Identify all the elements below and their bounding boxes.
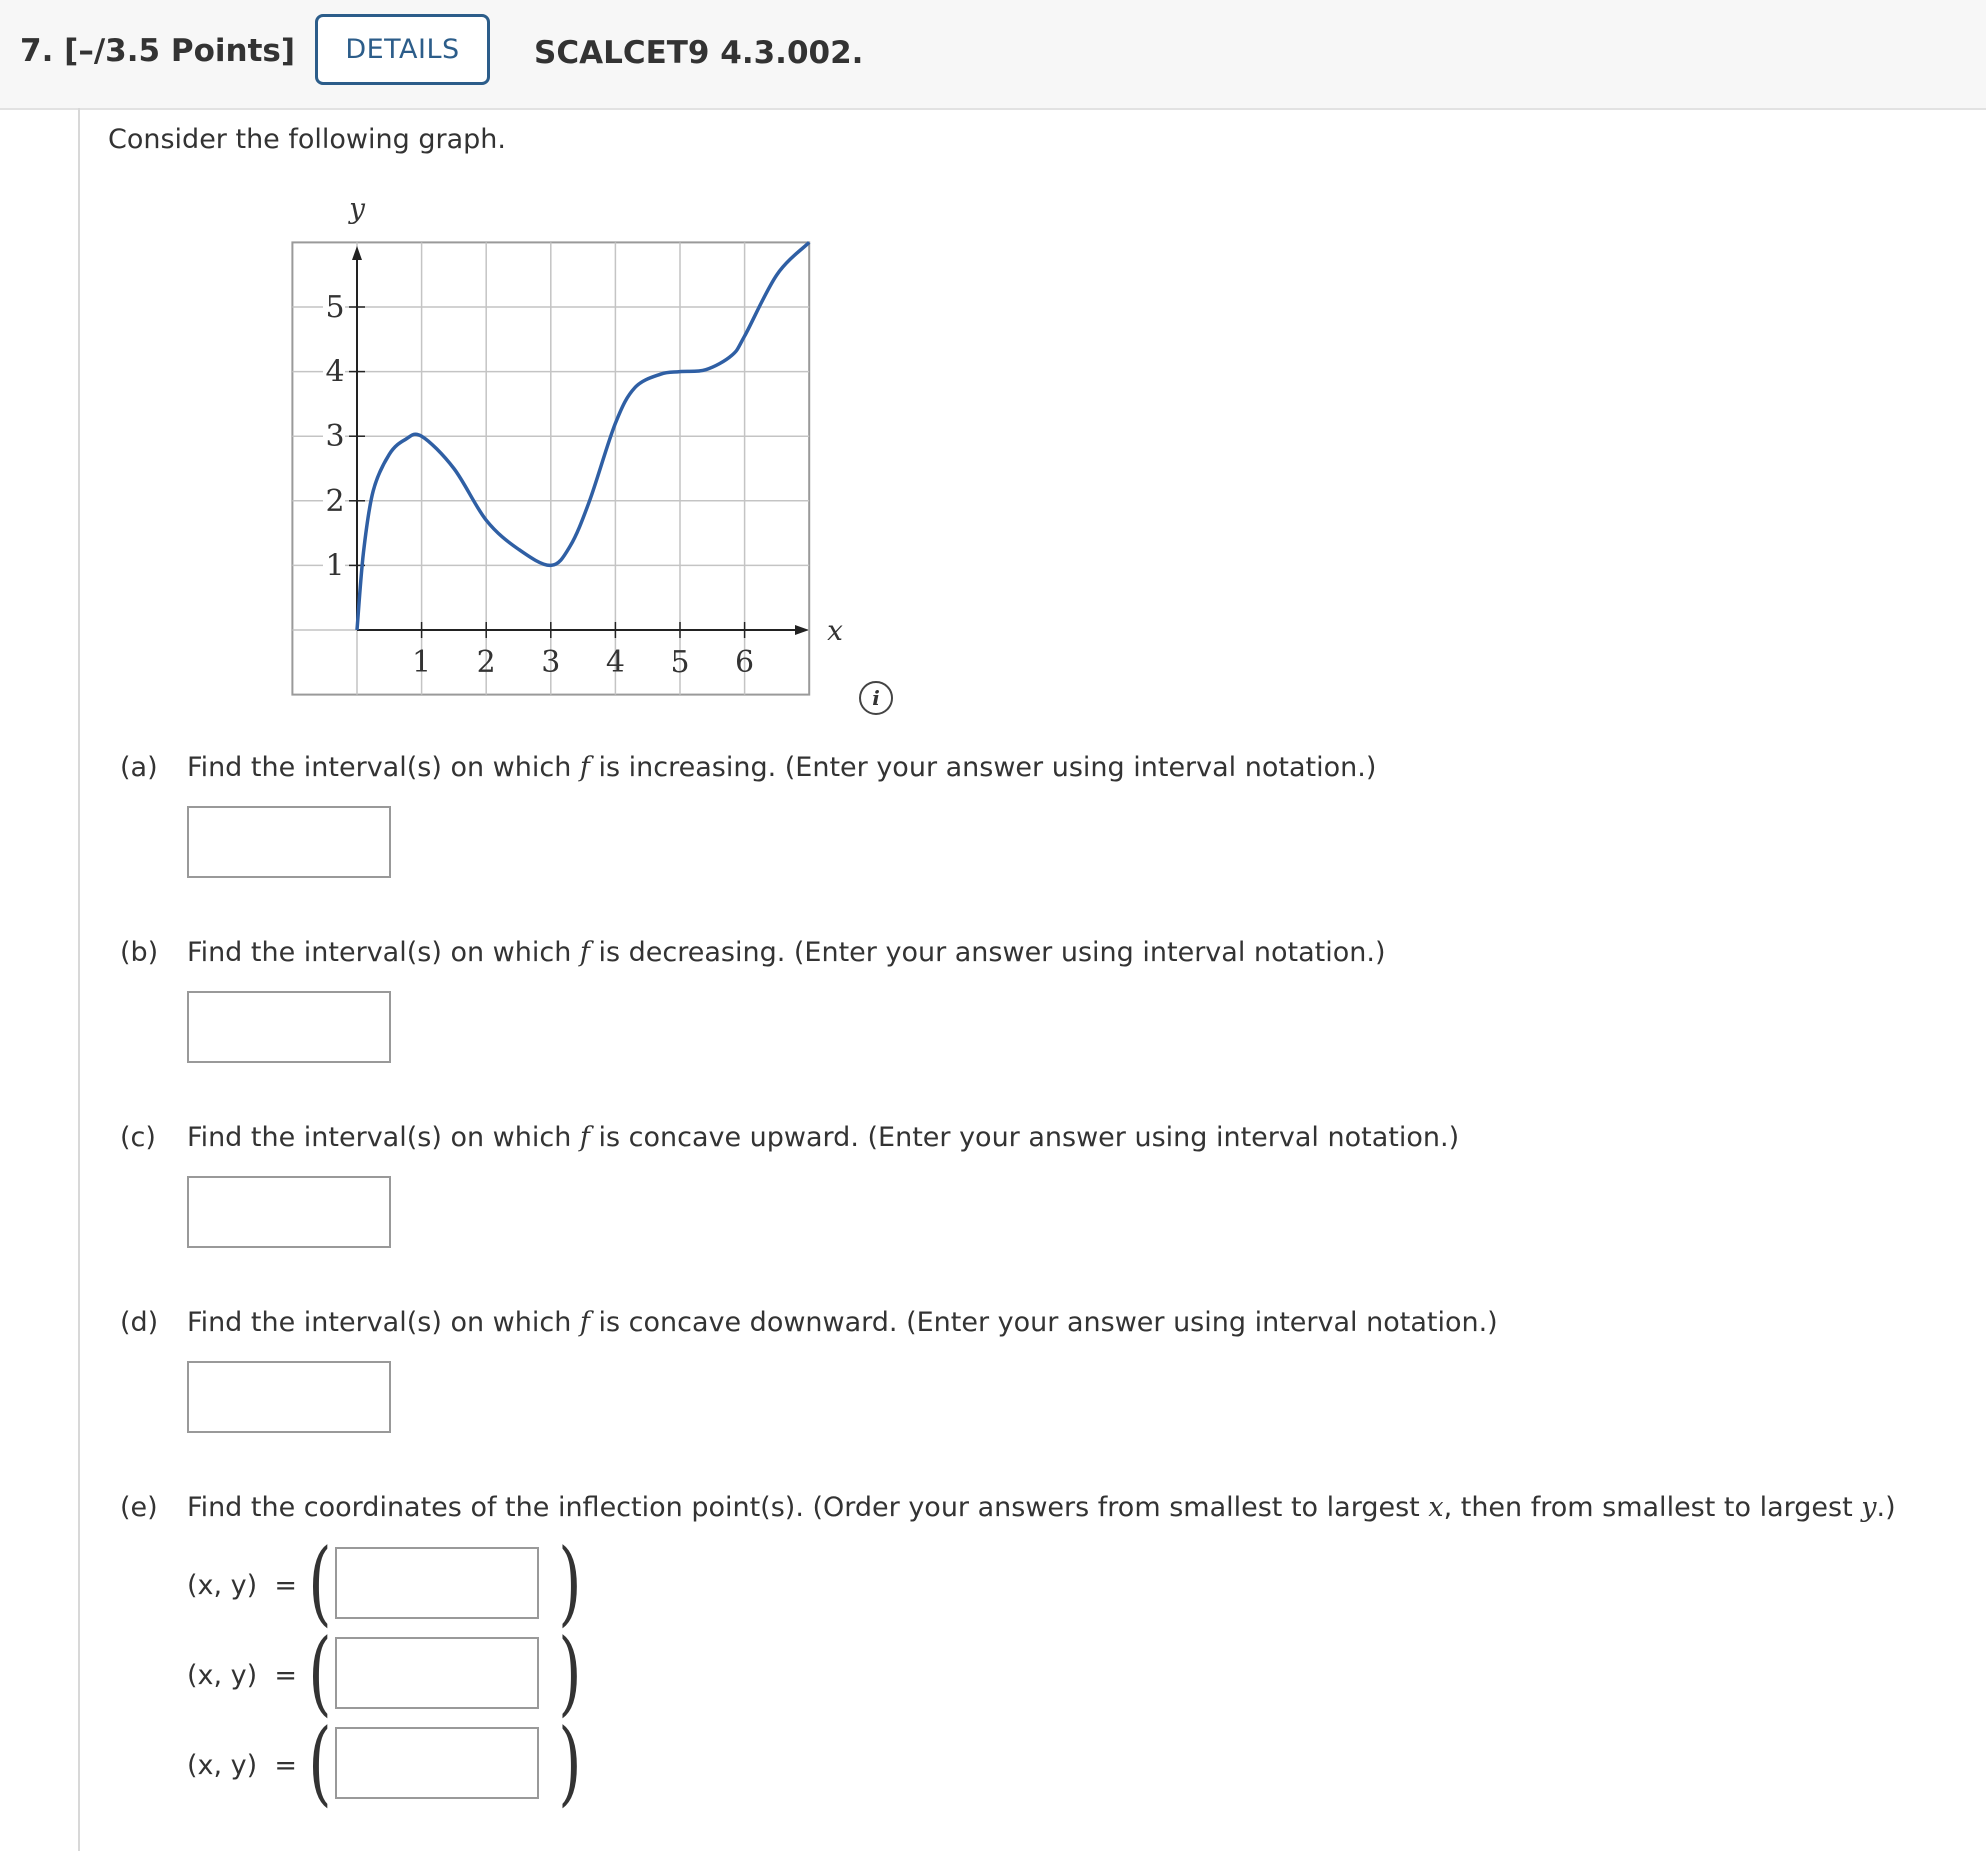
question-header [0, 0, 1986, 110]
part-a-prompt: (a) Find the interval(s) on which f is increasing. (Enter your answer using interval notation.) [120, 752, 1377, 783]
x-tick-label: 5 [670, 645, 690, 680]
intro-text: Consider the following graph. [108, 124, 506, 155]
x-tick-label: 6 [735, 645, 755, 680]
question-number: 7. [–/3.5 Points] [20, 33, 296, 69]
graph-ticks [323, 290, 754, 680]
part-d-answer-input[interactable] [187, 1361, 391, 1433]
part-c-prompt: (c) Find the interval(s) on which f is concave upward. (Enter your answer using interval notation.) [120, 1122, 1460, 1153]
x-tick-label: 1 [412, 645, 432, 680]
close-paren-3: ) [558, 1709, 582, 1816]
part-c-answer-input[interactable] [187, 1176, 391, 1248]
close-paren-2: ) [558, 1619, 582, 1726]
graph-svg [255, 190, 915, 720]
part-e-prompt: (e) Find the coordinates of the inflection point(s). (Order your answers from smallest to largest x, then from smallest to largest y.) [120, 1492, 1896, 1523]
info-icon[interactable]: i [859, 681, 893, 715]
part-b-prompt: (b) Find the interval(s) on which f is decreasing. (Enter your answer using interval notation.) [120, 937, 1386, 968]
left-divider [78, 108, 80, 1851]
x-axis-label: x [827, 614, 843, 647]
function-graph [255, 190, 915, 720]
points-label: [–/3.5 Points] [64, 33, 296, 69]
inflection-point-input-3[interactable] [335, 1727, 539, 1799]
part-a-answer-input[interactable] [187, 806, 391, 878]
graph-axes [352, 246, 809, 635]
y-tick-label: 3 [325, 419, 345, 455]
y-axis-label: y [349, 192, 365, 225]
open-paren-2: ( [308, 1619, 332, 1726]
y-tick-label: 4 [325, 354, 345, 390]
inflection-point-label-3: (x, y) = [187, 1750, 297, 1781]
x-tick-label: 2 [476, 645, 496, 680]
x-axis-arrow-icon [795, 625, 809, 635]
part-b-answer-input[interactable] [187, 991, 391, 1063]
inflection-point-input-2[interactable] [335, 1637, 539, 1709]
inflection-point-input-1[interactable] [335, 1547, 539, 1619]
x-tick-label: 4 [605, 645, 625, 680]
inflection-point-label-2: (x, y) = [187, 1660, 297, 1691]
open-paren-1: ( [308, 1529, 332, 1636]
details-button[interactable]: DETAILS [315, 14, 490, 85]
y-axis-arrow-icon [352, 246, 362, 260]
x-tick-label: 3 [541, 645, 561, 680]
part-d-prompt: (d) Find the interval(s) on which f is concave downward. (Enter your answer using interval notation.) [120, 1307, 1498, 1338]
y-tick-label: 2 [325, 483, 345, 519]
open-paren-3: ( [308, 1709, 332, 1816]
y-tick-label: 5 [325, 290, 345, 325]
y-tick-label: 1 [325, 548, 345, 584]
close-paren-1: ) [558, 1529, 582, 1636]
question-code: SCALCET9 4.3.002. [534, 35, 864, 71]
inflection-point-label-1: (x, y) = [187, 1570, 297, 1601]
